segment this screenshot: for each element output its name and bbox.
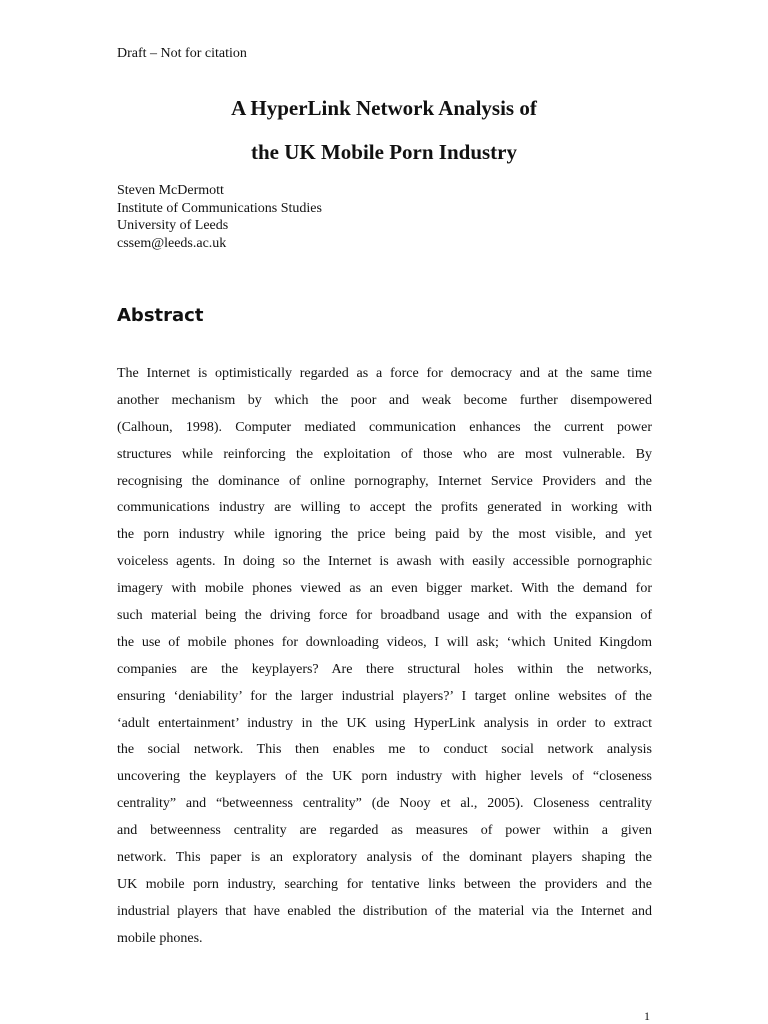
abstract-line: mobile phones. xyxy=(117,930,203,946)
abstract-line: and betweenness centrality are regarded as measures of power within a given xyxy=(117,823,652,839)
abstract-line: imagery with mobile phones viewed as an even bigger market. With the demand for xyxy=(117,581,652,597)
draft-notice: Draft – Not for citation xyxy=(117,46,247,61)
paper-title-line-1: A HyperLink Network Analysis of xyxy=(231,96,537,120)
abstract-line: the use of mobile phones for downloading videos, I will ask; ‘which United Kingdom xyxy=(117,634,652,650)
author-block xyxy=(117,182,322,252)
author-name: Steven McDermott xyxy=(117,183,224,198)
author-university: University of Leeds xyxy=(117,218,229,233)
abstract-line: such material being the driving force for broadband usage and with the expansion of xyxy=(117,608,652,624)
abstract-line: communications industry are willing to accept the profits generated in working with xyxy=(117,500,652,516)
abstract-line: uncovering the keyplayers of the UK porn industry with higher levels of “closeness xyxy=(117,769,652,785)
abstract-body xyxy=(117,363,652,955)
abstract-line: centrality” and “betweenness centrality” (de Nooy et al., 2005). Closeness centrality xyxy=(117,796,652,812)
abstract-line: ‘adult entertainment’ industry in the UK using HyperLink analysis in order to extract xyxy=(117,715,652,731)
abstract-line: the porn industry while ignoring the price being paid by the most visible, and yet xyxy=(117,527,652,543)
abstract-line: UK mobile porn industry, searching for tentative links between the providers and the xyxy=(117,876,652,892)
abstract-line: another mechanism by which the poor and weak become further disempowered xyxy=(117,392,652,408)
abstract-line: industrial players that have enabled the distribution of the material via the Internet and xyxy=(117,903,652,919)
abstract-line: voiceless agents. In doing so the Internet is awash with easily accessible pornographic xyxy=(117,554,652,570)
paper-title-line-2: the UK Mobile Porn Industry xyxy=(250,140,517,164)
author-email: cssem@leeds.ac.uk xyxy=(117,235,227,251)
abstract-line: structures while reinforcing the exploitation of those who are most vulnerable. By xyxy=(117,446,652,462)
abstract-line: The Internet is optimistically regarded as a force for democracy and at the same time xyxy=(117,366,652,381)
abstract-heading: Abstract xyxy=(117,305,204,326)
abstract-line: (Calhoun, 1998). Computer mediated communication enhances the current power xyxy=(117,419,652,435)
abstract-line: ensuring ‘deniability’ for the larger industrial players?’ I target online websites of the xyxy=(117,688,652,704)
abstract-line: network. This paper is an exploratory analysis of the dominant players shaping the xyxy=(117,850,652,866)
abstract-line: companies are the keyplayers? Are there structural holes within the networks, xyxy=(117,661,652,677)
abstract-line: the social network. This then enables me to conduct social network analysis xyxy=(117,742,652,758)
author-institute: Institute of Communications Studies xyxy=(117,200,322,216)
abstract-line: recognising the dominance of online pornography, Internet Service Providers and the xyxy=(117,473,652,489)
page-number: 1 xyxy=(644,1009,650,1023)
